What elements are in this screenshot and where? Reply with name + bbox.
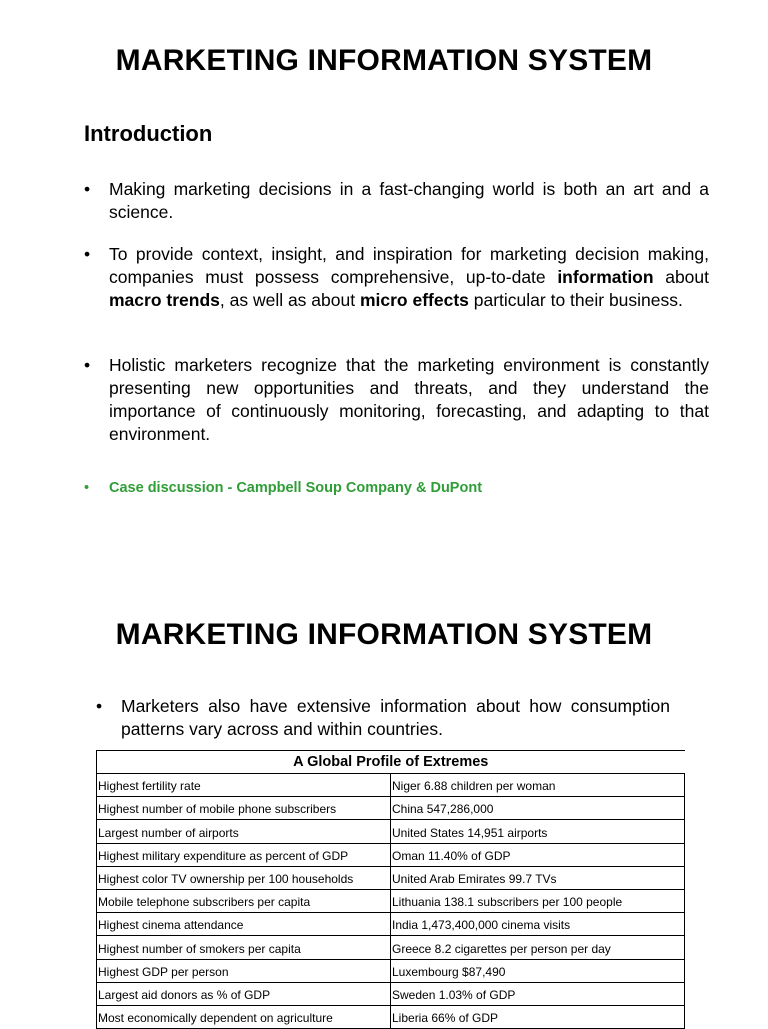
case-discussion xyxy=(84,480,482,496)
table-cell-metric: Highest fertility rate xyxy=(97,774,391,797)
bullet-text-part: particular to their business. xyxy=(468,290,683,310)
table-row xyxy=(97,936,685,959)
bullet-text: Making marketing decisions in a fast-changing world is both an art and a science. xyxy=(109,179,709,222)
table-cell-value: United States 14,951 airports xyxy=(391,820,685,843)
table-cell-metric: Most economically dependent on agriculture xyxy=(97,1005,391,1028)
table-body xyxy=(97,774,685,1029)
table-cell-metric: Largest aid donors as % of GDP xyxy=(97,982,391,1005)
bullet-list-context xyxy=(84,243,709,312)
table-row xyxy=(97,820,685,843)
table-row xyxy=(97,843,685,866)
table-caption: A Global Profile of Extremes xyxy=(97,751,685,774)
bullet-dot: • xyxy=(96,696,103,716)
table-row xyxy=(97,913,685,936)
table-cell-value: China 547,286,000 xyxy=(391,797,685,820)
global-profile-table xyxy=(96,750,685,1029)
table-row xyxy=(97,982,685,1005)
table-cell-metric: Highest cinema attendance xyxy=(97,913,391,936)
table-cell-value: Greece 8.2 cigarettes per person per day xyxy=(391,936,685,959)
table-cell-value: Luxembourg $87,490 xyxy=(391,959,685,982)
bold-term: information xyxy=(557,267,654,287)
bullet-item xyxy=(84,243,709,312)
table-row xyxy=(97,866,685,889)
bullet-text: Marketers also have extensive information about how consumption patterns vary across and within countries. xyxy=(121,696,670,739)
table-cell-metric: Highest color TV ownership per 100 households xyxy=(97,866,391,889)
bullet-item xyxy=(84,178,709,224)
bullet-dot: • xyxy=(84,179,91,199)
bullet-dot: • xyxy=(84,355,91,375)
table-cell-metric: Highest military expenditure as percent of GDP xyxy=(97,843,391,866)
bold-term: micro effects xyxy=(359,290,469,310)
table-cell-metric: Highest number of smokers per capita xyxy=(97,936,391,959)
table-cell-metric: Largest number of airports xyxy=(97,820,391,843)
slide-title: MARKETING INFORMATION SYSTEM xyxy=(115,44,653,77)
bullet-list-consumption xyxy=(96,695,670,741)
table-row xyxy=(97,774,685,797)
table-cell-metric: Mobile telephone subscribers per capita xyxy=(97,889,391,912)
table-cell-metric: Highest number of mobile phone subscribers xyxy=(97,797,391,820)
table-header-row xyxy=(97,751,685,774)
table-cell-value: Sweden 1.03% of GDP xyxy=(391,982,685,1005)
table-row xyxy=(97,959,685,982)
bullet-item xyxy=(96,695,670,741)
bullet-text: Holistic marketers recognize that the marketing environment is constantly presenting new opportunities and threats, and they understand the importance of continuously monitoring, forecasting, and adapting to that environment. xyxy=(109,355,709,444)
bullet-dot: • xyxy=(84,480,90,496)
bullet-dot: • xyxy=(84,244,91,264)
table-cell-value: United Arab Emirates 99.7 TVs xyxy=(391,866,685,889)
table-cell-value: Lithuania 138.1 subscribers per 100 people xyxy=(391,889,685,912)
intro-heading: Introduction xyxy=(84,121,213,146)
bullet-text xyxy=(109,244,709,310)
bullet-text-part: , as well as about xyxy=(219,290,360,310)
bullet-list-intro xyxy=(84,178,709,224)
table-cell-metric: Highest GDP per person xyxy=(97,959,391,982)
bullet-text-part: about xyxy=(653,267,710,287)
slide-title: MARKETING INFORMATION SYSTEM xyxy=(115,618,653,651)
table-cell-value: Liberia 66% of GDP xyxy=(391,1005,685,1028)
table-row xyxy=(97,889,685,912)
table-row xyxy=(97,797,685,820)
case-text: Case discussion - Campbell Soup Company & DuPont xyxy=(109,480,483,496)
table-cell-value: Oman 11.40% of GDP xyxy=(391,843,685,866)
table-cell-value: India 1,473,400,000 cinema visits xyxy=(391,913,685,936)
bullet-item xyxy=(84,354,709,446)
bullet-text-part: To provide context, insight, and inspiration for marketing decision making, companies must possess comprehensive, up-to-date xyxy=(109,244,709,287)
bullet-list-holistic xyxy=(84,354,709,446)
table-cell-value: Niger 6.88 children per woman xyxy=(391,774,685,797)
bold-term: macro trends xyxy=(109,290,220,310)
table-row xyxy=(97,1005,685,1028)
